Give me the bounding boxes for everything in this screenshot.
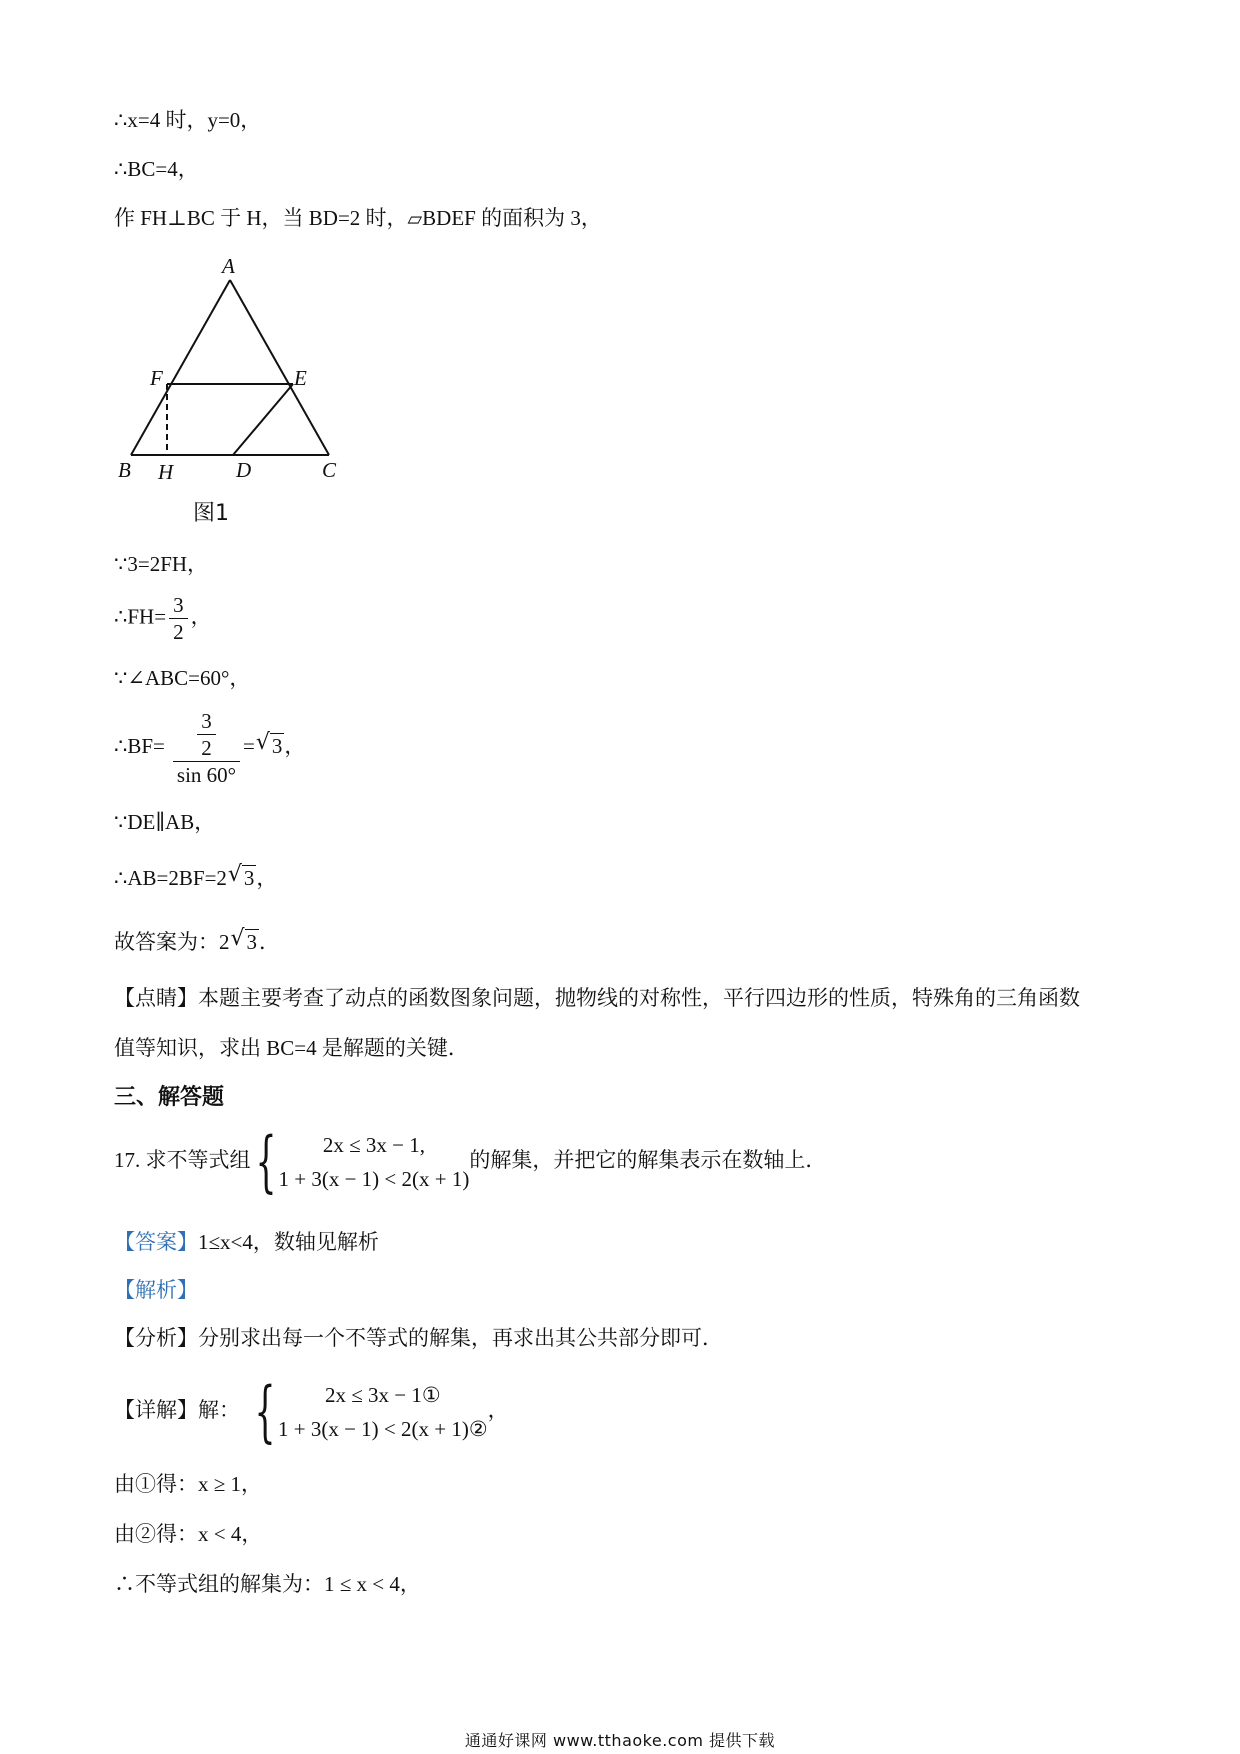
text-line-3 bbox=[114, 204, 602, 233]
text-line-4: ∵3=2FH， bbox=[114, 552, 209, 576]
xiangjie-line bbox=[114, 1373, 509, 1450]
label-f: F bbox=[150, 366, 163, 390]
page-footer: 通通好课网 www.tthaoke.com 提供下载 bbox=[464, 1731, 776, 1750]
label-d: D bbox=[236, 458, 252, 482]
inner-fraction bbox=[197, 708, 216, 761]
text-segment: = bbox=[243, 733, 255, 758]
dianjing-line-1: 【点睛】本题主要考查了动点的函数图象问题，抛物线的对称性，平行四边形的性质，特殊角的三角函数 bbox=[114, 986, 1080, 1010]
analysis-label: 【解析】 bbox=[114, 1278, 198, 1302]
text-segment: BDEF 的面积为 3， bbox=[422, 206, 602, 230]
sqrt-radicand: 3 bbox=[246, 930, 257, 954]
text-line-8: ∵DE∥AB， bbox=[114, 810, 216, 834]
compound-fraction-bf bbox=[173, 708, 240, 788]
inner-denominator: 2 bbox=[201, 736, 212, 760]
inequality-system bbox=[278, 1378, 488, 1446]
sqrt-radicand: 3 bbox=[271, 733, 283, 758]
segment-de bbox=[233, 384, 293, 455]
text-segment: ． bbox=[259, 930, 280, 954]
label-e: E bbox=[294, 366, 307, 390]
text-segment: ∴BF= bbox=[114, 733, 165, 758]
inequality-row-2: 1 + 3(x − 1) < 2(x + 1)② bbox=[278, 1417, 488, 1441]
inequality-system bbox=[279, 1128, 470, 1196]
solution-line: ∴不等式组的解集为：1 ≤ x < 4， bbox=[114, 1572, 421, 1596]
answer-text: 1≤x<4，数轴见解析 bbox=[198, 1230, 379, 1254]
system-brace: { bbox=[255, 1123, 276, 1200]
text-segment: ， bbox=[190, 604, 212, 629]
text-line-7 bbox=[114, 708, 305, 788]
answer-label: 【答案】 bbox=[114, 1230, 198, 1254]
inequality-row-1: 2x ≤ 3x − 1① bbox=[324, 1383, 441, 1407]
side-ac bbox=[230, 280, 329, 455]
label-a: A bbox=[222, 255, 235, 278]
xiangjie-prefix: 【详解】解： bbox=[114, 1397, 240, 1422]
parallelogram-symbol: ▱ bbox=[407, 208, 423, 230]
text-line-5 bbox=[114, 592, 212, 645]
answer-line bbox=[114, 1228, 379, 1256]
inequality-row-2: 1 + 3(x − 1) < 2(x + 1) bbox=[278, 1167, 470, 1191]
fraction-numerator: 3 bbox=[169, 592, 188, 619]
text-segment: 故答案为：2 bbox=[114, 930, 230, 954]
sqrt-expression bbox=[256, 732, 285, 760]
xiangjie-suffix: ， bbox=[487, 1397, 509, 1422]
section-heading: 三、解答题 bbox=[114, 1085, 225, 1110]
sqrt-radicand: 3 bbox=[243, 866, 255, 890]
fraction-denominator: 2 bbox=[173, 620, 184, 644]
text-line-2: ∴BC=4， bbox=[114, 157, 199, 181]
question-prefix: 17. 求不等式组 bbox=[114, 1147, 251, 1172]
dianjing-line-2: 值等知识，求出 BC=4 是解题的关键． bbox=[114, 1036, 469, 1060]
text-segment: ， bbox=[256, 866, 278, 890]
side-ab bbox=[131, 280, 230, 455]
label-c: C bbox=[322, 458, 337, 482]
triangle-figure bbox=[110, 255, 360, 530]
text-segment: ， bbox=[284, 733, 306, 758]
text-line-10 bbox=[114, 928, 280, 956]
label-h: H bbox=[158, 460, 174, 484]
fraction-numerator bbox=[173, 708, 240, 762]
text-line-9 bbox=[114, 864, 277, 892]
fraction-fh bbox=[169, 592, 188, 645]
figure-caption: 图1 bbox=[193, 501, 229, 526]
sqrt-expression bbox=[231, 928, 260, 956]
question-17 bbox=[114, 1123, 827, 1200]
fraction-denominator: sin 60° bbox=[176, 763, 237, 787]
derivation-line-2: 由②得：x < 4， bbox=[114, 1522, 263, 1546]
inequality-row-1: 2x ≤ 3x − 1, bbox=[322, 1133, 425, 1157]
fenxi-line: 【分析】分别求出每一个不等式的解集，再求出其公共部分即可． bbox=[114, 1326, 723, 1350]
text-segment: ∴AB=2BF=2 bbox=[114, 866, 227, 890]
text-segment: ∴FH= bbox=[114, 604, 167, 629]
system-brace: { bbox=[254, 1373, 276, 1450]
label-b: B bbox=[118, 458, 131, 482]
inner-numerator: 3 bbox=[197, 708, 216, 735]
question-suffix: 的解集，并把它的解集表示在数轴上． bbox=[469, 1147, 827, 1172]
sqrt-expression bbox=[228, 864, 257, 892]
text-line-6: ∵∠ABC=60°， bbox=[114, 666, 251, 690]
text-line-1: ∴x=4 时，y=0， bbox=[114, 108, 262, 132]
derivation-line-1: 由①得：x ≥ 1， bbox=[114, 1472, 263, 1496]
text-segment: 作 FH⊥BC 于 H，当 BD=2 时， bbox=[114, 206, 408, 230]
